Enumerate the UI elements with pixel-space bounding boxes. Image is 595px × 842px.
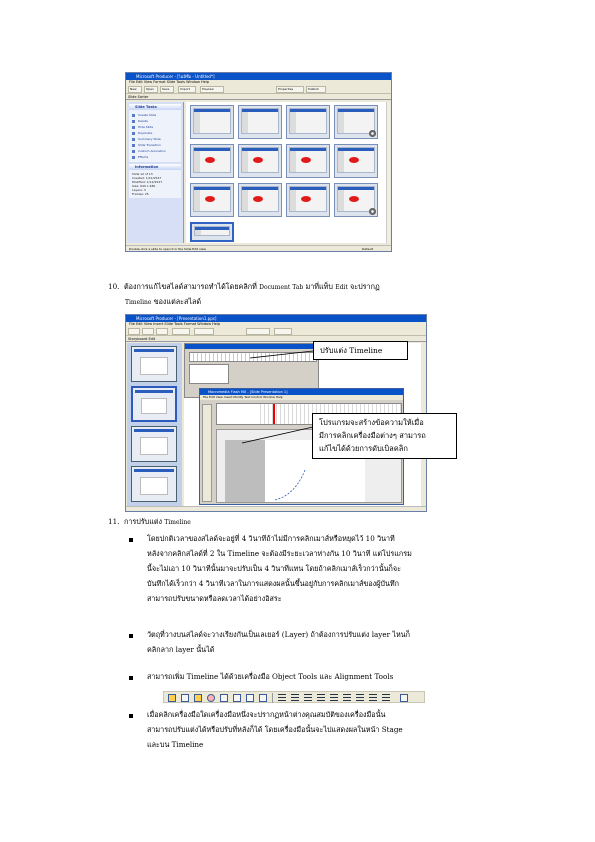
flash-title-bar: Macromedia Flash MX - [Slide Presentation 1] <box>200 389 403 395</box>
red-shape <box>205 157 215 163</box>
text-run: การปรับแต่ง <box>124 517 165 526</box>
slide-thumbnail[interactable] <box>131 346 177 382</box>
distribute-horizontal-icon[interactable] <box>356 694 364 702</box>
toolbar-button[interactable] <box>194 328 214 335</box>
bullet-4-line: สามารถปรับแต่งได้หรือปรับที่หลังก็ได้ โดยเครื่องมือนั้นจะไปแสดงผลในหน้า Stage <box>147 725 403 734</box>
publish-button[interactable]: Publish <box>306 86 326 93</box>
callout-adjust-timeline: ปรับแต่ง Timeline <box>313 341 408 360</box>
vertical-scrollbar[interactable] <box>386 102 390 243</box>
align-bottom-icon[interactable] <box>343 694 351 702</box>
text-run: ของแต่ละสไลด์ <box>151 297 202 306</box>
bullet-1-line: โดยปกติเวลาของสไลด์จะอยู่ที่ 4 วินาทีถ้าไม่มีการคลิกเมาส์หรือหยุดไว้ 10 วินาที <box>147 534 395 543</box>
slide-sorter-grid <box>186 102 388 243</box>
toolbar-button[interactable] <box>172 328 190 335</box>
arrow-tool-icon[interactable] <box>233 694 241 702</box>
slide-thumbnail[interactable] <box>238 105 282 139</box>
info-line: Size: 640 x 480 <box>132 184 156 188</box>
slide-thumbnail[interactable] <box>334 144 378 178</box>
task-item[interactable]: Delete <box>132 118 178 124</box>
item-10-line-1 <box>108 282 380 293</box>
layer-list[interactable] <box>189 364 229 384</box>
task-pane <box>127 102 184 243</box>
bullet-4-line: เมื่อคลิกเครื่องมือใดเครื่องมือหนึ่งจะปรากฏหน้าต่างคุณสมบัติของเครื่องมือนั้น <box>147 710 386 719</box>
align-center-icon[interactable] <box>291 694 299 702</box>
text-run: Edit <box>335 284 348 291</box>
rectangle-tool-icon[interactable] <box>168 694 176 702</box>
toolbar-button[interactable] <box>128 328 140 335</box>
slide-thumbnail[interactable] <box>286 144 330 178</box>
slide-thumbnail[interactable] <box>334 105 378 139</box>
group-icon[interactable] <box>400 694 408 702</box>
callout-tool-note <box>312 413 457 459</box>
link-tool-icon[interactable] <box>246 694 254 702</box>
same-size-icon[interactable] <box>382 694 390 702</box>
align-middle-icon[interactable] <box>330 694 338 702</box>
red-shape <box>301 157 311 163</box>
comment-tool-icon[interactable] <box>220 694 228 702</box>
callout-line: แก้ไขได้ด้วยการดับเบิลคลิก <box>319 444 408 453</box>
record-tool-icon[interactable] <box>207 694 215 702</box>
bullet-icon <box>129 676 133 680</box>
text-box-tool-icon[interactable] <box>181 694 189 702</box>
toolbar-button[interactable] <box>274 328 292 335</box>
text-run: Timeline <box>125 299 152 306</box>
preview-button[interactable]: Preview <box>200 86 224 93</box>
slide-thumbnail[interactable] <box>190 144 234 178</box>
slide-thumbnail[interactable] <box>334 183 378 217</box>
task-item[interactable]: Create Slide <box>132 112 178 118</box>
align-right-icon[interactable] <box>304 694 312 702</box>
task-item[interactable]: Summary Slide <box>132 136 178 142</box>
callout-line: มีการคลิกเครื่องมือต่างๆ สามารถ <box>319 431 426 440</box>
document-tabs[interactable]: Storyboard Edit <box>126 336 426 342</box>
menu-bar[interactable]: File Edit View Format Slide Tools Window Help <box>129 80 210 84</box>
slide-thumbnail-selected[interactable] <box>190 222 234 242</box>
status-bar <box>126 245 391 251</box>
status-text: Double-click a slide to open it in the Slide Edit view <box>129 247 206 251</box>
info-line: Slide 12 of 13 <box>132 172 153 176</box>
bullet-2-line: วัตถุที่วางบนสไลด์จะวางเรียงกันเป็นเลเยอร์ (Layer) ถ้าต้องการปรับแต่ง layer ไหนก็ <box>147 630 410 639</box>
slide-thumbnail[interactable] <box>238 183 282 217</box>
app-title-bar: Microsoft Producer - [Presentation1.pps] <box>126 315 426 322</box>
bullet-1-line: บันทึกได้เร็วกว่า 4 วินาทีเวลาในการแสดงผลนั้นขึ้นอยู่กับการคลิกเมาส์ของผู้บันทึก <box>147 579 399 588</box>
bullet-icon <box>129 538 133 542</box>
object-alignment-toolbar <box>163 691 425 703</box>
info-line: Layers: 3 <box>132 188 146 192</box>
task-item[interactable]: Custom Animation <box>132 148 178 154</box>
slide-thumbnail[interactable] <box>190 183 234 217</box>
red-shape <box>253 157 263 163</box>
info-line: Frames: 25 <box>132 192 149 196</box>
text-run: มาที่แท็บ <box>303 282 336 291</box>
info-line: Created: 1/12/2547 <box>132 176 162 180</box>
gear-icon <box>369 208 376 215</box>
slide-thumbnail[interactable] <box>131 466 177 502</box>
red-shape <box>349 196 359 202</box>
text-run: จะปรากฏ <box>347 282 380 291</box>
slide-thumbnail[interactable] <box>238 144 282 178</box>
bullet-1-line: หลังจากคลิกสไลด์ที่ 2 ใน Timeline จะต้องมีระยะเวลาห่างกัน 10 วินาที แต่โปรแกรม <box>147 549 412 558</box>
bullet-4-line: และบน Timeline <box>147 740 204 749</box>
red-shape <box>301 196 311 202</box>
slide-sorter-screenshot <box>125 72 392 252</box>
callout-line: โปรแกรมจะสร้างข้อความให้เมื่อ <box>319 418 424 427</box>
slide-thumbnail[interactable] <box>286 183 330 217</box>
callout-arrow <box>240 425 314 445</box>
slide-thumbnail[interactable] <box>131 426 177 462</box>
main-toolbar <box>126 85 391 94</box>
bullet-icon <box>129 714 133 718</box>
shape-tool-icon[interactable] <box>259 694 267 702</box>
toolbar-button[interactable] <box>156 328 168 335</box>
properties-button[interactable]: Properties <box>276 86 304 93</box>
flash-menu-bar[interactable]: File Edit View Insert Modify Text Control Window Help <box>200 395 403 400</box>
bullet-icon <box>129 634 133 638</box>
toolbar-button[interactable] <box>142 328 154 335</box>
item-number: 11. <box>108 517 120 526</box>
align-top-icon[interactable] <box>317 694 325 702</box>
slide-tasks-list <box>129 110 181 162</box>
toolbar-separator <box>272 693 273 703</box>
text-run: Timeline <box>164 519 191 526</box>
align-left-icon[interactable] <box>278 694 286 702</box>
view-tab-slide-sorter[interactable]: Slide Sorter <box>126 94 391 100</box>
menu-bar[interactable]: File Edit View Insert Slide Tools Format Window Help <box>129 322 221 326</box>
bullet-1-line: สามารถปรับขนาดหรือลดเวลาได้อย่างอิสระ <box>147 594 282 603</box>
task-item[interactable]: Effects <box>132 154 178 160</box>
toolbar-button[interactable] <box>246 328 270 335</box>
slide-thumbnail[interactable] <box>286 105 330 139</box>
tools-panel[interactable] <box>202 404 212 502</box>
app-title-bar: Microsoft Producer - [ไม่มีชื่อ - Untitled*] <box>126 73 391 80</box>
open-button[interactable]: Open <box>144 86 158 93</box>
item-10-line-2 <box>125 297 201 308</box>
red-shape <box>349 157 359 163</box>
bullet-3-line: สามารถเพิ่ม Timeline ได้ด้วยเครื่องมือ Object Tools และ Alignment Tools <box>147 672 394 681</box>
image-tool-icon[interactable] <box>194 694 202 702</box>
item-11-heading <box>108 517 191 528</box>
import-button[interactable]: Import <box>178 86 196 93</box>
gear-icon <box>369 130 376 137</box>
information-panel <box>129 170 181 198</box>
playhead[interactable] <box>273 404 275 424</box>
bullet-1-line: นี้จะไม่เอา 10 วินาทีนั้นมาจะปรับเป็น 4 วินาทีแทน โดยถ้าคลิกเมาส์เร็วกว่านั้นก็จะ <box>147 564 401 573</box>
status-bar <box>126 506 426 511</box>
slide-thumbnail-selected[interactable] <box>131 386 177 422</box>
task-item[interactable]: Duplicate <box>132 130 178 136</box>
red-shape <box>205 196 215 202</box>
callout-arrow <box>248 348 314 360</box>
text-run: Document Tab <box>259 284 304 291</box>
distribute-vertical-icon[interactable] <box>369 694 377 702</box>
text-run: ต้องการแก้ไขสไลด์สามารถทำได้โดยคลิกที่ <box>124 282 260 291</box>
task-item[interactable]: Hide Slide <box>132 124 178 130</box>
task-item[interactable]: Slide Transition <box>132 142 178 148</box>
slide-tasks-header[interactable]: Slide Tasks <box>129 104 181 110</box>
red-shape <box>253 196 263 202</box>
main-toolbar <box>126 327 426 336</box>
save-button[interactable]: Save <box>160 86 174 93</box>
new-button[interactable]: New <box>128 86 142 93</box>
info-line: Modified: 1/12/2547 <box>132 180 163 184</box>
item-number: 10. <box>108 282 120 291</box>
slide-thumbnail[interactable] <box>190 105 234 139</box>
information-header[interactable]: Information <box>129 164 181 170</box>
bullet-2-line: คลิกลาก layer นั้นได้ <box>147 645 215 654</box>
slide-strip <box>127 343 182 507</box>
status-right: Default <box>362 247 373 251</box>
